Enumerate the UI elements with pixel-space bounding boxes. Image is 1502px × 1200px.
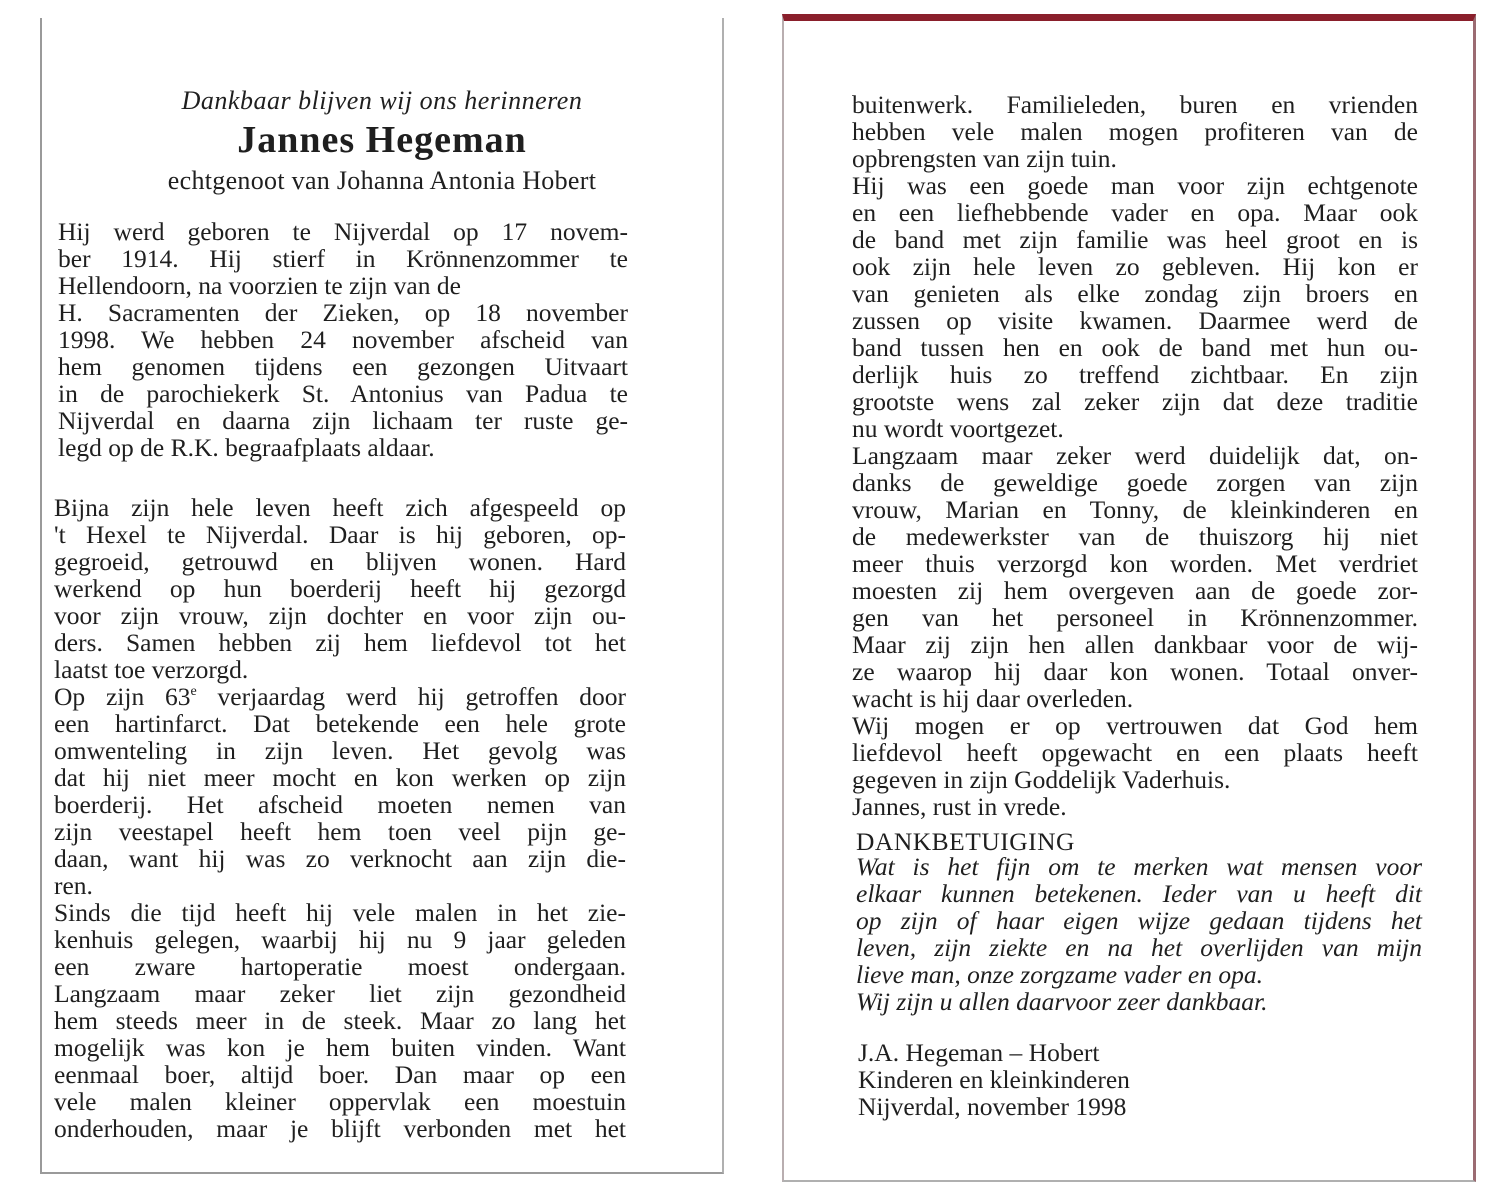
text-line: leven, zijn ziekte en na het overlijden van mijn	[856, 933, 1422, 962]
memorial-card-left	[40, 18, 724, 1174]
text-line: buitenwerk. Familieleden, buren en vrienden	[852, 90, 1418, 119]
text-line: ders. Samen hebben zij hem liefdevol tot het	[54, 628, 626, 657]
text-line: opbrengsten van zijn tuin.	[852, 144, 1117, 173]
biography-continuation	[852, 91, 1418, 820]
signature-line: J.A. Hegeman – Hobert	[858, 1038, 1100, 1067]
text-line: Bijna zijn hele leven heeft zich afgespeeld op	[54, 493, 626, 522]
text-line: ook zijn hele leven zo gebleven. Hij kon er	[852, 252, 1418, 281]
signature-line: Kinderen en kleinkinderen	[858, 1065, 1130, 1094]
biography-paragraph-birth-death	[58, 218, 628, 461]
text-line: Hij werd geboren te Nijverdal op 17 novem-	[58, 217, 628, 246]
text-line: vele malen kleiner oppervlak een moestuin	[54, 1087, 626, 1116]
text-line: omwenteling in zijn leven. Het gevolg was	[54, 736, 626, 765]
text-line: zijn veestapel heeft hem toen veel pijn ge-	[54, 817, 626, 846]
text-line: van genieten als elke zondag zijn broers en	[852, 279, 1418, 308]
text-line: de medewerkster van de thuiszorg hij niet	[852, 522, 1418, 551]
text-line: grootste wens zal zeker zijn dat deze traditie	[852, 387, 1418, 416]
text-line: Hij was een goede man voor zijn echtgenote	[852, 171, 1418, 200]
birthday-suffix: verjaardag werd hij getroffen door	[196, 682, 627, 711]
text-line: 1998. We hebben 24 november afscheid van	[58, 325, 628, 354]
text-line: wacht is hij daar overleden.	[852, 684, 1134, 713]
text-line: in de parochiekerk St. Antonius van Padua te	[58, 379, 628, 408]
text-line: nu wordt voortgezet.	[852, 414, 1064, 443]
text-line: Nijverdal en daarna zijn lichaam ter ruste ge-	[58, 406, 628, 435]
text-line: Jannes, rust in vrede.	[852, 792, 1067, 821]
text-line: dat hij niet meer mocht en kon werken op zijn	[54, 763, 626, 792]
text-line: meer thuis verzorgd kon worden. Met verdriet	[852, 549, 1418, 578]
birthday-prefix: Op zijn 63	[54, 682, 191, 711]
text-line-birthday	[54, 683, 626, 710]
text-line: ren.	[54, 871, 93, 900]
text-line: daan, want hij was zo verknocht aan zijn die-	[54, 844, 626, 873]
text-line: mogelijk was kon je hem buiten vinden. Want	[54, 1033, 626, 1062]
text-line: Sinds die tijd heeft hij vele malen in het zie-	[54, 898, 626, 927]
text-line: zussen op visite kwamen. Daarmee werd de	[852, 306, 1418, 335]
text-line: Wij mogen er op vertrouwen dat God hem	[852, 711, 1418, 740]
text-line: Wat is het fijn om te merken wat mensen voor	[856, 852, 1422, 881]
text-line: moesten zij hem overgeven aan de goede zor-	[852, 576, 1418, 605]
text-line: gegeven in zijn Goddelijk Vaderhuis.	[852, 765, 1231, 794]
thanks-paragraph	[856, 853, 1422, 1015]
text-line: Maar zij zijn hen allen dankbaar voor de wij-	[852, 630, 1418, 659]
text-line: en een liefhebbende vader en opa. Maar ook	[852, 198, 1418, 227]
text-line: gen van het personeel in Krönnenzommer.	[852, 603, 1418, 632]
text-line: band tussen hen en ook de band met hun ou-	[852, 333, 1418, 362]
text-line: Hellendoorn, na voorzien te zijn van de	[58, 271, 461, 300]
text-line: Langzaam maar zeker werd duidelijk dat, on-	[852, 441, 1418, 470]
spouse-line: echtgenoot van Johanna Antonia Hobert	[167, 166, 597, 195]
text-line: vrouw, Marian en Tonny, de kleinkinderen en	[852, 495, 1418, 524]
text-line: kenhuis gelegen, waarbij hij nu 9 jaar geleden	[54, 925, 626, 954]
thanks-heading: DANKBETUIGING	[856, 827, 1075, 856]
text-line: ber 1914. Hij stierf in Krönnenzommer te	[58, 244, 628, 273]
text-line: hebben vele malen mogen profiteren van de	[852, 117, 1418, 146]
text-line: legd op de R.K. begraafplaats aldaar.	[58, 433, 435, 462]
deceased-name: Jannes Hegeman	[237, 119, 527, 161]
text-line: elkaar kunnen betekenen. Ieder van u heeft dit	[856, 879, 1422, 908]
text-line: danks de geweldige goede zorgen van zijn	[852, 468, 1418, 497]
text-line: Langzaam maar zeker liet zijn gezondheid	[54, 979, 626, 1008]
text-line: werkend op hun boerderij heeft hij gezorgd	[54, 574, 626, 603]
text-line: eenmaal boer, altijd boer. Dan maar op een	[54, 1060, 626, 1089]
intro-line: Dankbaar blijven wij ons herinneren	[181, 86, 583, 115]
text-line: hem steeds meer in de steek. Maar zo lang het	[54, 1006, 626, 1035]
text-line: op zijn of haar eigen wijze gedaan tijdens het	[856, 906, 1422, 935]
text-line: onderhouden, maar je blijft verbonden met het	[54, 1114, 626, 1143]
text-line: ze waarop hij daar kon wonen. Totaal onver-	[852, 657, 1418, 686]
text-line: Wij zijn u allen daarvoor zeer dankbaar.	[856, 987, 1268, 1016]
signature-line: Nijverdal, november 1998	[858, 1092, 1127, 1121]
text-line: 't Hexel te Nijverdal. Daar is hij geboren, op-	[54, 520, 626, 549]
text-line: een zware hartoperatie moest ondergaan.	[54, 952, 626, 981]
text-line: boerderij. Het afscheid moeten nemen van	[54, 790, 626, 819]
text-line: voor zijn vrouw, zijn dochter en voor zijn ou-	[54, 601, 626, 630]
signature-block	[858, 1039, 1358, 1120]
text-line: laatst toe verzorgd.	[54, 655, 249, 684]
ordinal-superscript: e	[190, 684, 197, 699]
biography-paragraph-life	[54, 494, 626, 1142]
text-line: hem genomen tijdens een gezongen Uitvaart	[58, 352, 628, 381]
text-line: lieve man, onze zorgzame vader en opa.	[856, 960, 1263, 989]
text-line: een hartinfarct. Dat betekende een hele grote	[54, 709, 626, 738]
text-line: liefdevol heeft opgewacht en een plaats heeft	[852, 738, 1418, 767]
text-line: de band met zijn familie was heel groot en is	[852, 225, 1418, 254]
text-line: H. Sacramenten der Zieken, op 18 november	[58, 298, 628, 327]
text-line: derlijk huis zo treffend zichtbaar. En zijn	[852, 360, 1418, 389]
memorial-card-right	[782, 14, 1476, 1182]
text-line: gegroeid, getrouwd en blijven wonen. Hard	[54, 547, 626, 576]
